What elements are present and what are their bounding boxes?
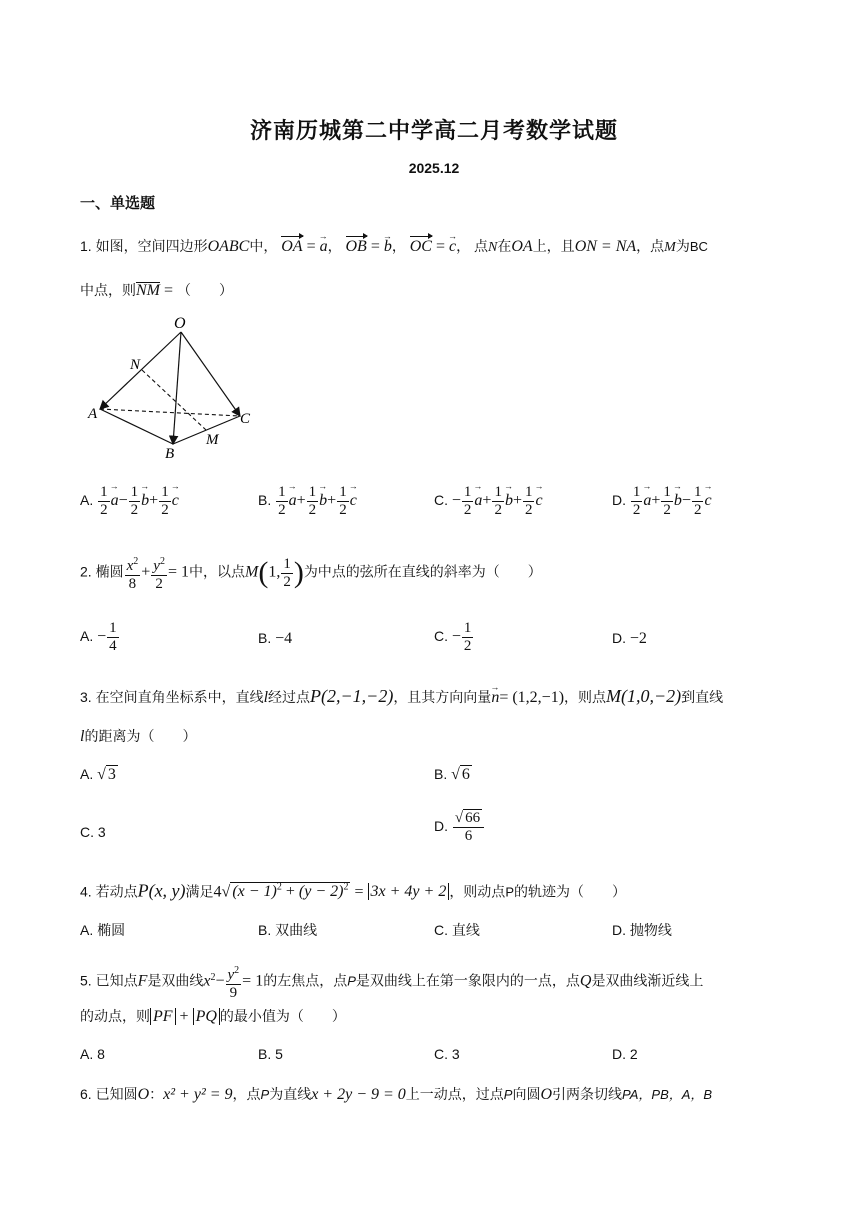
q5-option-c[interactable]: C. 3 xyxy=(434,1046,460,1062)
q3-option-b[interactable]: B. √ 6 xyxy=(434,766,470,783)
tetrahedron-figure xyxy=(80,310,280,470)
q1-option-d[interactable]: D. $\frac{1}{2}$ a →+ $\frac{1}{2}$ b →− $\frac{1}{2}$ c → xyxy=(612,484,712,519)
edge-oc xyxy=(181,332,240,416)
question-3-line-1: 3. 在空间直角坐标系中，直线l经过点P(2,−1,−2)，且其方向向量n →= (1,2,−1)，则点M(1,0,−2)到直线 xyxy=(80,686,723,708)
edge-ac-hidden xyxy=(100,409,240,416)
q1-option-a[interactable]: A. $\frac{1}{2}$ a →− $\frac{1}{2}$ b →+ $\frac{1}{2}$ c → xyxy=(80,484,179,519)
label-a: A xyxy=(88,406,98,422)
q4-option-c[interactable]: C. 直线 xyxy=(434,922,480,938)
q4-option-b[interactable]: B. 双曲线 xyxy=(258,922,318,938)
q3-option-c[interactable]: C. 3 xyxy=(80,824,106,840)
edge-ob xyxy=(173,332,181,444)
question-1-line-1: 1. 如图，空间四边形OABC中， OA = a →， OB = b →， OC = c →， 点N在OA上，且ON = NA，点M为BC xyxy=(80,236,708,258)
question-3-line-2: l的距离为（ ） xyxy=(80,728,197,745)
q3-option-d[interactable]: D. $\frac{√ 66}{6}$ xyxy=(434,810,485,845)
segment-nm xyxy=(142,370,206,430)
q1-option-b[interactable]: B. $\frac{1}{2}$ a →+ $\frac{1}{2}$ b →+ $\frac{1}{2}$ c → xyxy=(258,484,357,519)
question-6-line-1: 6. 已知圆O：x² + y² = 9，点P为直线x + 2y − 9 = 0上一动点，过点P向圆O引两条切线PA，PB，A，B xyxy=(80,1086,713,1103)
q3-option-a[interactable]: A. √ 3 xyxy=(80,766,116,783)
q2-option-d[interactable]: D. −2 xyxy=(612,630,647,647)
q2-option-a[interactable]: A. − $\frac{1}{4}$ xyxy=(80,620,117,654)
q5-option-b[interactable]: B. 5 xyxy=(258,1046,283,1062)
q2-option-b[interactable]: B. −4 xyxy=(258,630,293,647)
question-5-line-2: 的动点，则 PF + PQ 的最小值为（ ） xyxy=(80,1008,346,1025)
label-n: N xyxy=(130,357,141,373)
label-b: B xyxy=(165,446,175,462)
label-o: O xyxy=(174,315,186,332)
label-m: M xyxy=(206,432,219,448)
page-title: 济南历城第二中学高二月考数学试题 xyxy=(249,118,618,143)
q4-option-d[interactable]: D. 抛物线 xyxy=(612,922,672,938)
edge-ab xyxy=(100,409,173,444)
section-heading: 一、单选题 xyxy=(80,195,156,212)
exam-date: 2025.12 xyxy=(408,160,460,176)
question-5-line-1: 5. 已知点F是双曲线$x^2-$ $\frac{y^2}{9}$ = 1的左焦点，点P是双曲线上在第一象限内的一点，点Q是双曲线渐近线上 xyxy=(80,962,703,1002)
question-2: 2. 椭圆 $\frac{x^2}{8}$ + $\frac{y^2}{2}$ = 1中，以点M(1, $\frac{1}{2}$ )为中点的弦所在直线的斜率为（ ） xyxy=(80,553,542,593)
question-1-line-2: 中点，则NM = （ ） xyxy=(80,282,234,299)
q5-option-a[interactable]: A. 8 xyxy=(80,1046,105,1062)
q5-option-d[interactable]: D. 2 xyxy=(612,1046,638,1062)
label-c: C xyxy=(240,411,251,427)
q1-option-c[interactable]: C. − $\frac{1}{2}$ a →+ $\frac{1}{2}$ b →+ $\frac{1}{2}$ c → xyxy=(434,484,543,519)
edge-oa xyxy=(100,332,181,409)
q2-option-c[interactable]: C. − $\frac{1}{2}$ xyxy=(434,620,472,654)
question-4: 4. 若动点P(x, y)满足4√ $(x - 1)^2 + (y - 2)^2 = 3x + 4y + 2$ ，则动点P的轨迹为（ ） xyxy=(80,880,626,901)
q4-option-a[interactable]: A. 椭圆 xyxy=(80,922,126,938)
